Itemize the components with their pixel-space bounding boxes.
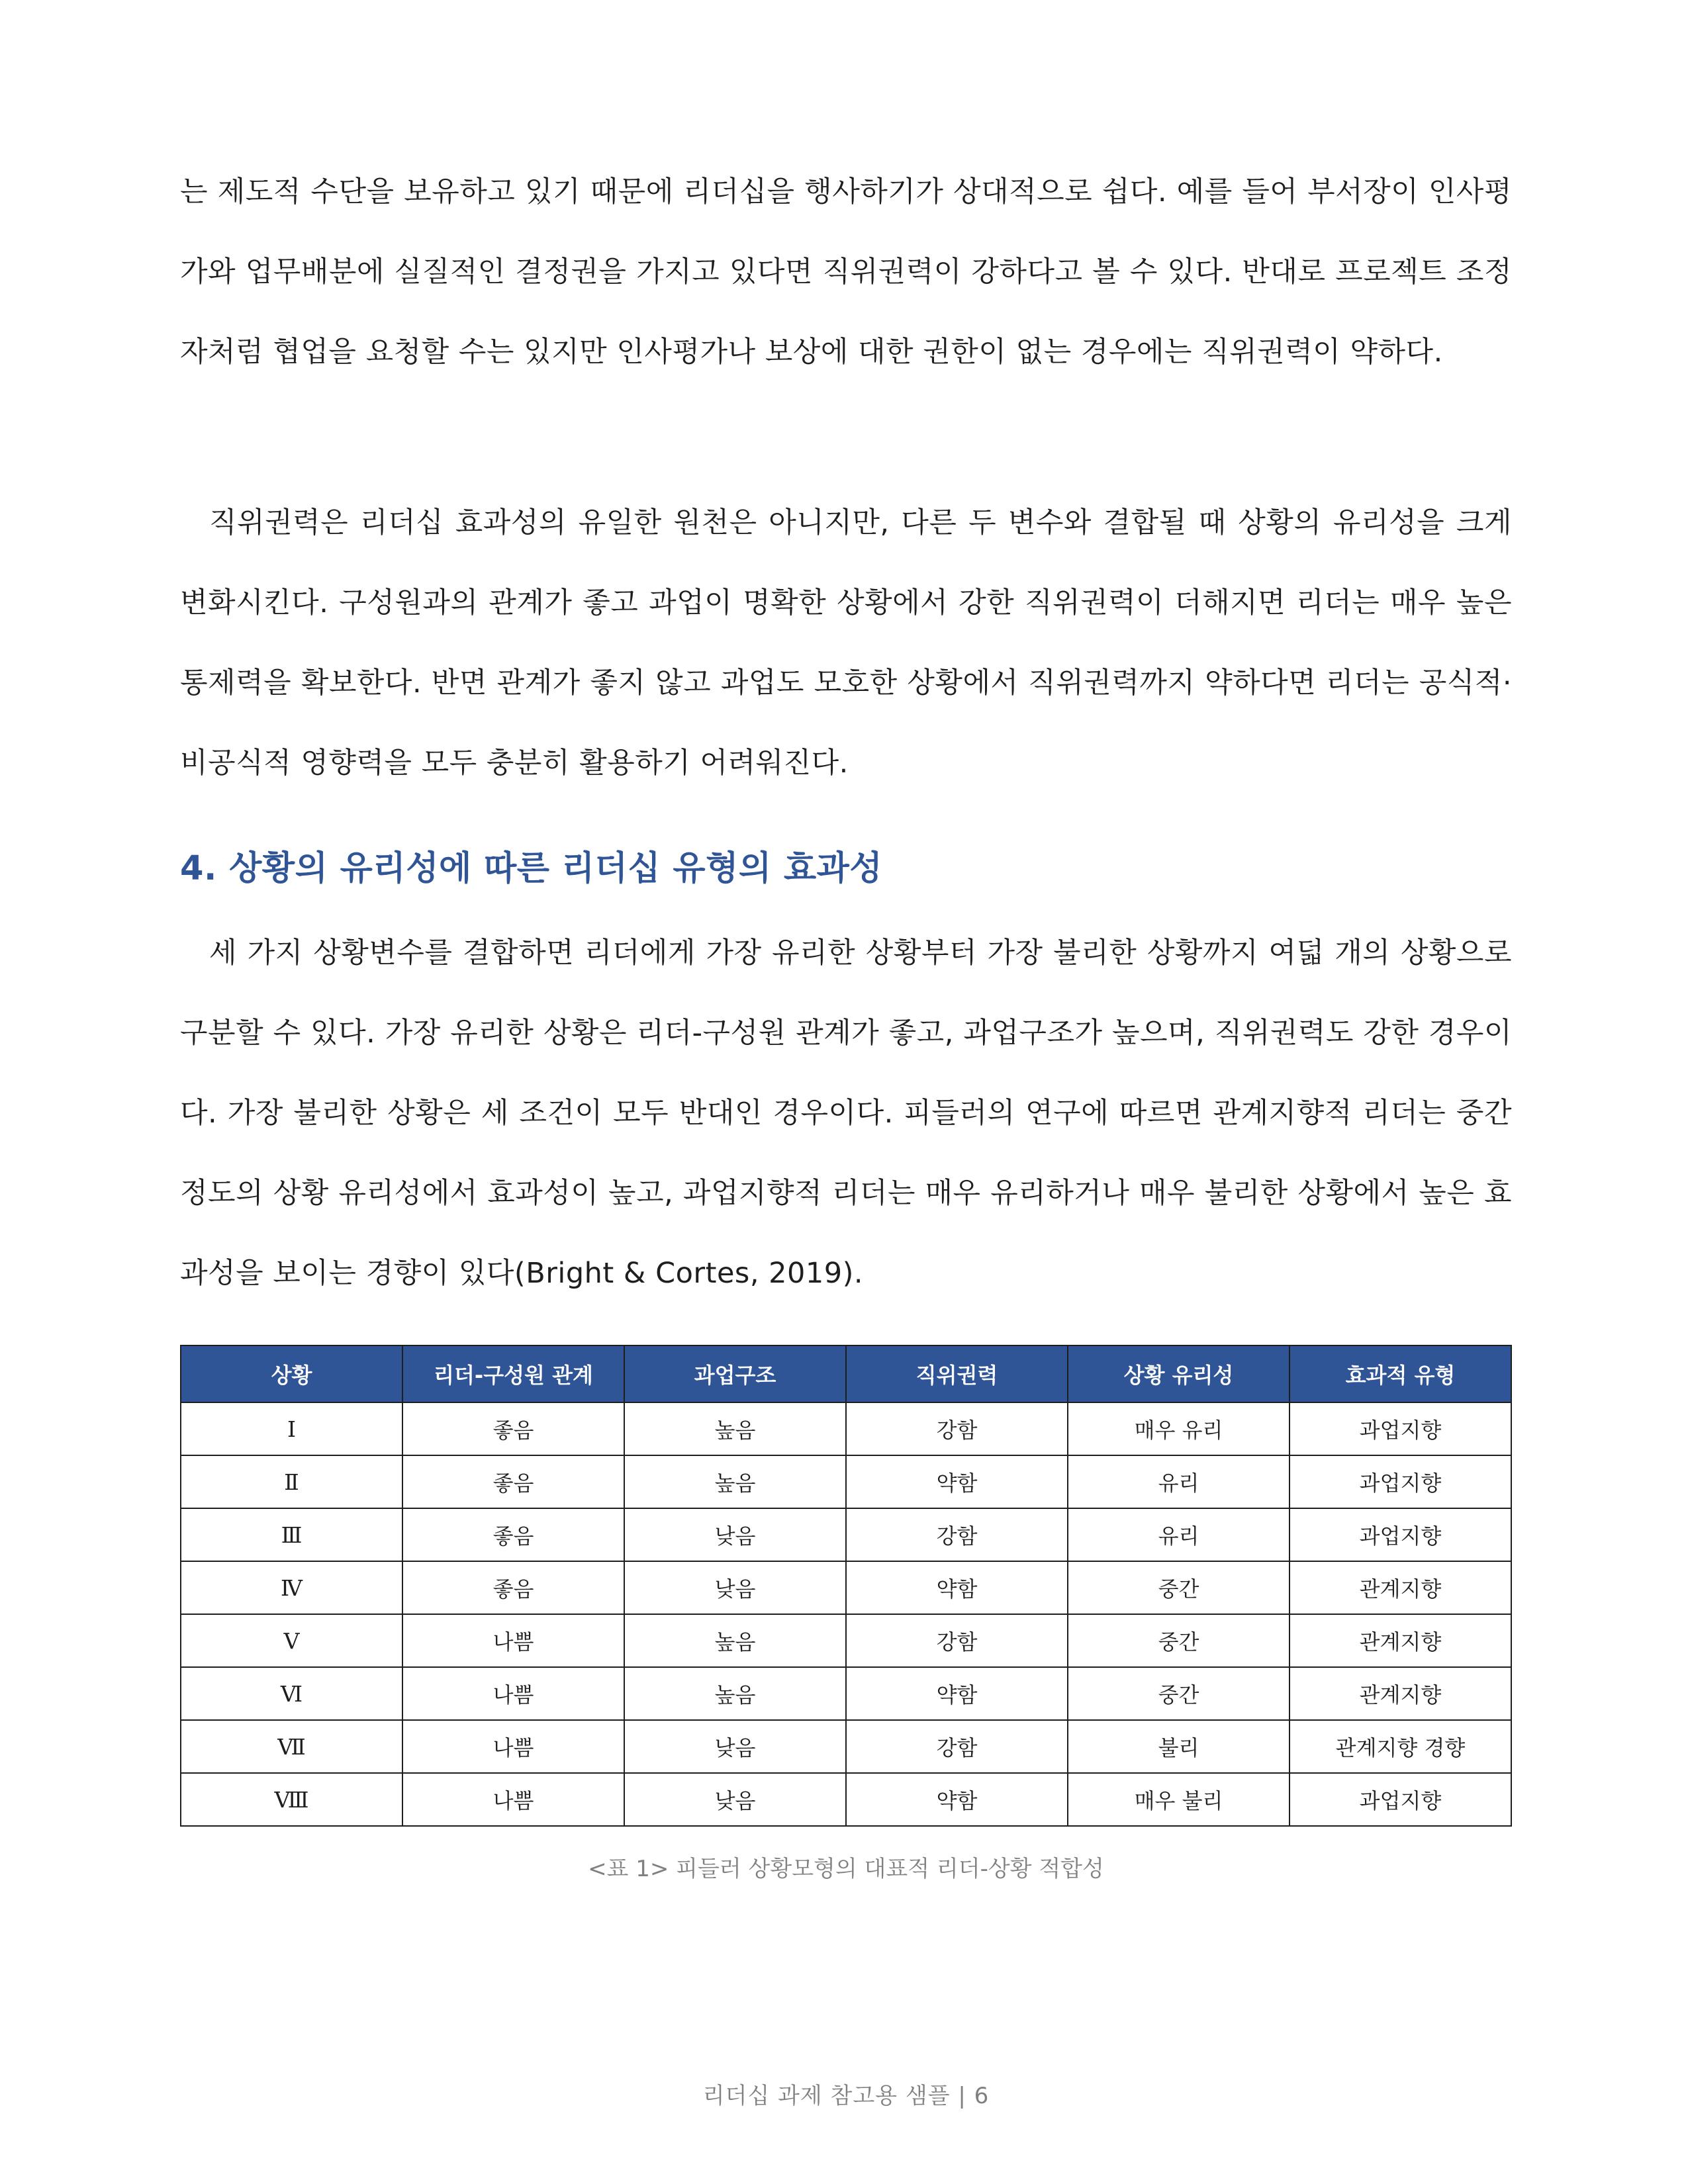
table-header-row [181, 1345, 1511, 1402]
page-footer: 리더십 과제 참고용 샘플 | 6 [702, 2083, 990, 2109]
cell-situation: Ⅲ [181, 1508, 402, 1561]
cell-style: 과업지향 [1289, 1508, 1511, 1561]
table-row [181, 1773, 1511, 1826]
table-row [181, 1667, 1511, 1720]
cell-situation: Ⅷ [181, 1773, 402, 1826]
cell-favorableness: 매우 불리 [1068, 1773, 1289, 1826]
cell-relations: 나쁨 [402, 1614, 624, 1667]
cell-relations: 좋음 [402, 1561, 624, 1614]
cell-situation: Ⅴ [181, 1614, 402, 1667]
cell-power: 강함 [846, 1720, 1068, 1773]
cell-task: 높음 [624, 1667, 846, 1720]
body-paragraph-2: 직위권력은 리더십 효과성의 유일한 원천은 아니지만, 다른 두 변수와 결합될 때 상황의 유리성을 크게 변화시킨다. 구성원과의 관계가 좋고 과업이 명확한 상황에서 강한 직위권력이 더해지면 리더는 매우 높은 통제력을 확보한다. 반면 관계가 좋지 않고 과업도 모호한 상황에서 직위권력까지 약하다면 리더는 공식적·비공식적 영향력을 모두 충분히 활용하기 어려워진다. [180, 506, 1512, 780]
cell-favorableness: 불리 [1068, 1720, 1289, 1773]
cell-favorableness: 유리 [1068, 1508, 1289, 1561]
table-row [181, 1561, 1511, 1614]
cell-favorableness: 유리 [1068, 1455, 1289, 1508]
header-position-power: 직위권력 [846, 1345, 1068, 1402]
cell-task: 낮음 [624, 1508, 846, 1561]
cell-relations: 나쁨 [402, 1667, 624, 1720]
cell-power: 약함 [846, 1667, 1068, 1720]
cell-relations: 좋음 [402, 1455, 624, 1508]
body-paragraph-3: 세 가지 상황변수를 결합하면 리더에게 가장 유리한 상황부터 가장 불리한 상황까지 여덟 개의 상황으로 구분할 수 있다. 가장 유리한 상황은 리더-구성원 관계가 좋고, 과업구조가 높으며, 직위권력도 강한 경우이다. 가장 불리한 상황은 세 조건이 모두 반대인 경우이다. 피들러의 연구에 따르면 관계지향적 리더는 중간 정도의 상황 유리성에서 효과성이 높고, 과업지향적 리더는 매우 유리하거나 매우 불리한 상황에서 높은 효과성을 보이는 경향이 있다(Bright & Cortes, 2019). [180, 936, 1512, 1290]
cell-task: 높음 [624, 1455, 846, 1508]
cell-power: 강함 [846, 1402, 1068, 1455]
cell-style: 과업지향 [1289, 1773, 1511, 1826]
header-situation: 상황 [181, 1345, 402, 1402]
cell-relations: 나쁨 [402, 1773, 624, 1826]
cell-situation: Ⅰ [181, 1402, 402, 1455]
cell-situation: Ⅳ [181, 1561, 402, 1614]
table-row [181, 1614, 1511, 1667]
cell-power: 강함 [846, 1614, 1068, 1667]
cell-favorableness: 중간 [1068, 1614, 1289, 1667]
cell-favorableness: 중간 [1068, 1667, 1289, 1720]
cell-relations: 좋음 [402, 1402, 624, 1455]
cell-style: 관계지향 [1289, 1561, 1511, 1614]
cell-style: 관계지향 [1289, 1614, 1511, 1667]
body-paragraph-1: 는 제도적 수단을 보유하고 있기 때문에 리더십을 행사하기가 상대적으로 쉽다. 예를 들어 부서장이 인사평가와 업무배분에 실질적인 결정권을 가지고 있다면 직위권력이 강하다고 볼 수 있다. 반대로 프로젝트 조정자처럼 협업을 요청할 수는 있지만 인사평가나 보상에 대한 권한이 없는 경우에는 직위권력이 약하다. [180, 175, 1512, 369]
table-row [181, 1720, 1511, 1773]
cell-style: 관계지향 [1289, 1667, 1511, 1720]
table-row [181, 1402, 1511, 1455]
cell-favorableness: 매우 유리 [1068, 1402, 1289, 1455]
cell-relations: 나쁨 [402, 1720, 624, 1773]
cell-style: 과업지향 [1289, 1455, 1511, 1508]
cell-favorableness: 중간 [1068, 1561, 1289, 1614]
header-task-structure: 과업구조 [624, 1345, 846, 1402]
cell-task: 낮음 [624, 1773, 846, 1826]
cell-power: 약함 [846, 1773, 1068, 1826]
cell-situation: Ⅱ [181, 1455, 402, 1508]
cell-power: 약함 [846, 1561, 1068, 1614]
header-leader-member-relations: 리더-구성원 관계 [402, 1345, 624, 1402]
table-caption: <표 1> 피들러 상황모형의 대표적 리더-상황 적합성 [588, 1856, 1104, 1882]
cell-task: 높음 [624, 1614, 846, 1667]
cell-style: 관계지향 경향 [1289, 1720, 1511, 1773]
cell-relations: 좋음 [402, 1508, 624, 1561]
cell-task: 낮음 [624, 1720, 846, 1773]
cell-situation: Ⅶ [181, 1720, 402, 1773]
cell-situation: Ⅵ [181, 1667, 402, 1720]
cell-style: 과업지향 [1289, 1402, 1511, 1455]
situation-table [180, 1345, 1512, 1827]
section-heading: 4. 상황의 유리성에 따른 리더십 유형의 효과성 [180, 849, 883, 888]
header-effective-style: 효과적 유형 [1289, 1345, 1511, 1402]
cell-task: 낮음 [624, 1561, 846, 1614]
header-favorableness: 상황 유리성 [1068, 1345, 1289, 1402]
cell-task: 높음 [624, 1402, 846, 1455]
table-row [181, 1455, 1511, 1508]
cell-power: 약함 [846, 1455, 1068, 1508]
table-row [181, 1508, 1511, 1561]
cell-power: 강함 [846, 1508, 1068, 1561]
